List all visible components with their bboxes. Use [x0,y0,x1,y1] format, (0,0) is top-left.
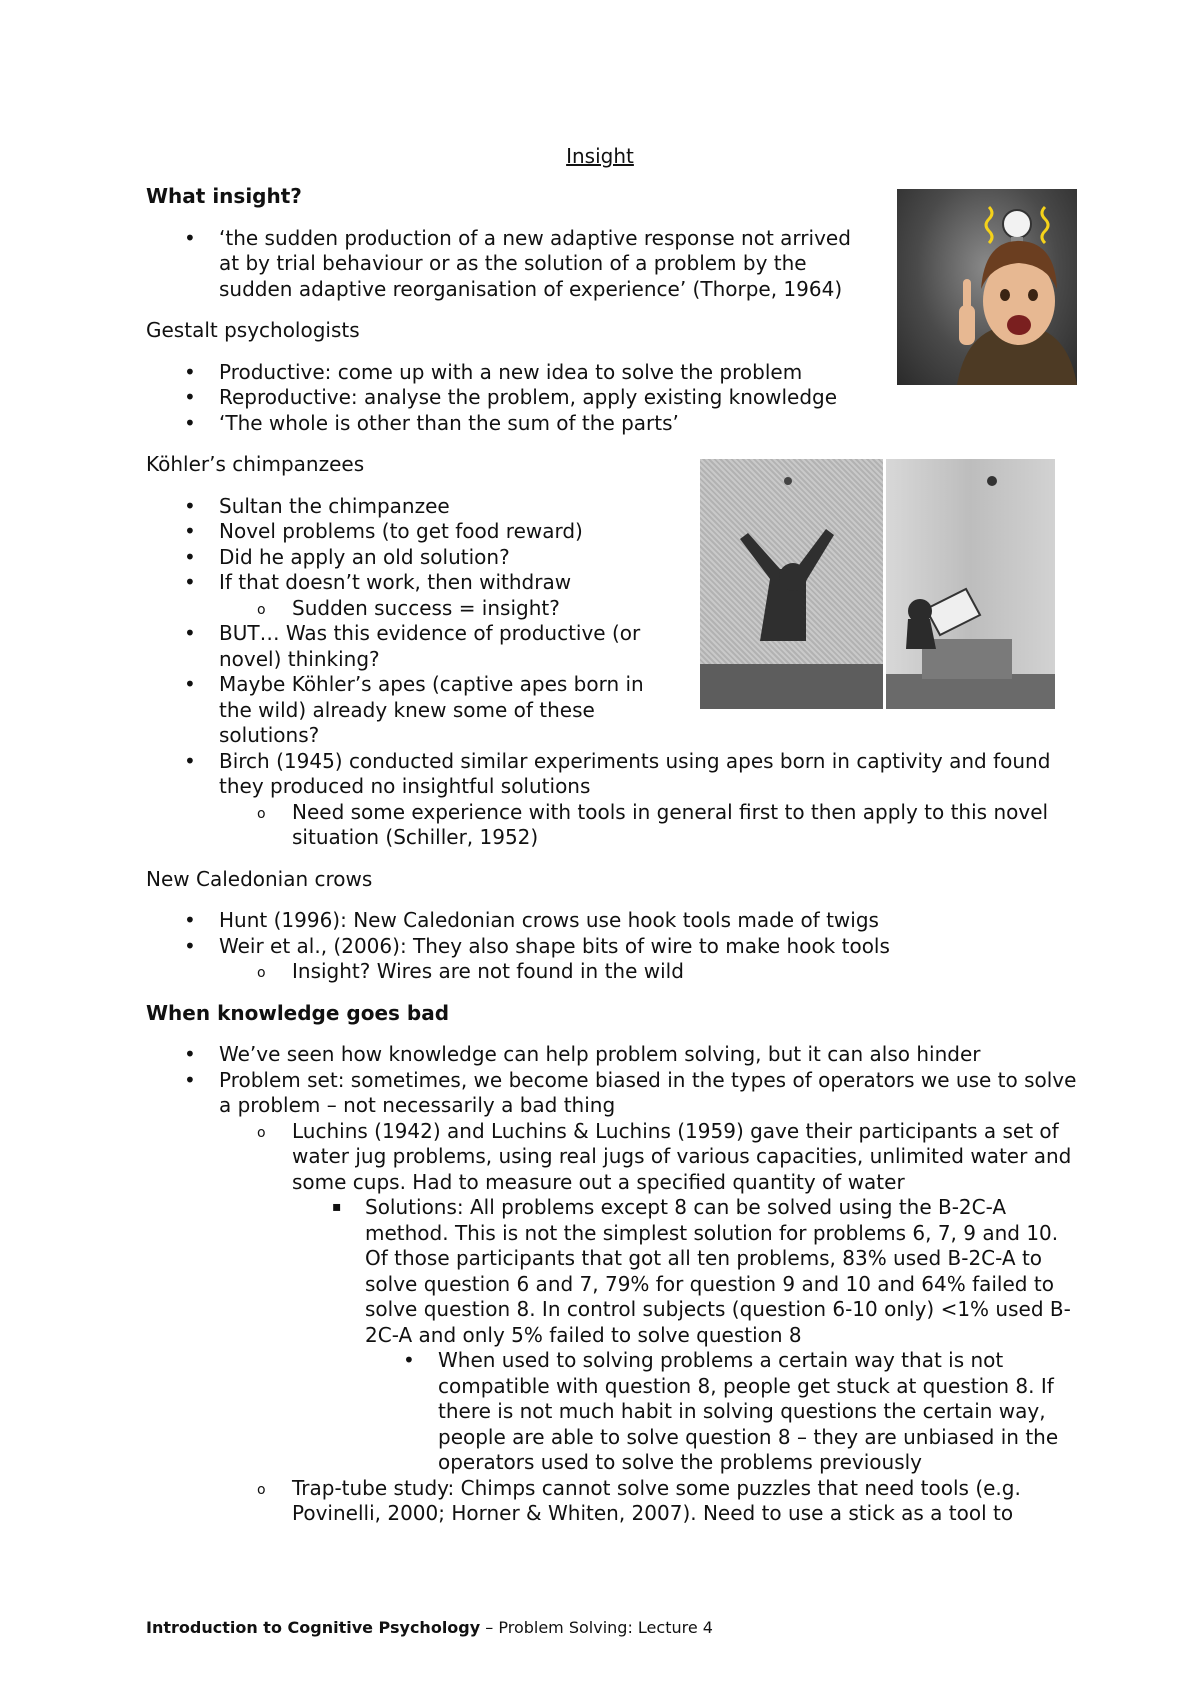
list-item: • Maybe Köhler’s apes (captive apes born in the wild) already knew some of these solutions? [146,672,666,749]
sub-list-item [219,1119,1086,1476]
sub-list [219,1119,1086,1527]
knowledge-bad-list [146,1042,1086,1527]
sub-list-item: o Insight? Wires are not found in the wild [219,959,1086,985]
list-item: • Hunt (1996): New Caledonian crows use hook tools made of twigs [146,908,1086,934]
crows-list [146,908,1086,985]
page-footer [146,1618,713,1637]
list-item [146,934,1086,985]
document-body [146,184,1086,1543]
list-item-text: If that doesn’t work, then withdraw [219,570,572,594]
list-item [146,1068,1086,1527]
list-item: • Did he apply an old solution? [146,545,666,571]
list-item: • Novel problems (to get food reward) [146,519,666,545]
kohler-list [146,494,666,749]
list-item: • ‘The whole is other than the sum of the parts’ [146,411,1086,437]
list-item: • Reproductive: analyse the problem, apply existing knowledge [146,385,1086,411]
section-heading-kohler: Köhler’s chimpanzees [146,452,365,476]
footer-course-title: Introduction to Cognitive Psychology [146,1618,481,1637]
sub-list-item: o Need some experience with tools in general first to then apply to this novel situation (Schiller, 1952) [219,800,1086,851]
sub-list-item: o Sudden success = insight? [219,596,666,622]
sub-sub-list [292,1195,1086,1476]
list-item-text: Problem set: sometimes, we become biased in the types of operators we use to solve a problem – not necessarily a bad thing [219,1067,1077,1117]
list-item: • BUT… Was this evidence of productive (or novel) thinking? [146,621,666,672]
list-item-text: Weir et al., (2006): They also shape bits of wire to make hook tools [219,933,890,958]
sub-sub-sub-list-item: • When used to solving problems a certain way that is not compatible with question 8, people get stuck at question 8. If there is not much habit in solving questions the certain way, people are able to solve question 8 – they are unbiased in the operators used to solve the problems previously [365,1348,1086,1476]
sub-list [219,596,666,622]
list-item: • Productive: come up with a new idea to solve the problem [146,360,1086,386]
footer-lecture: – Problem Solving: Lecture 4 [480,1618,713,1637]
sub-list-item: o Trap-tube study: Chimps cannot solve some puzzles that need tools (e.g. Povinelli, 2000; Horner & Whiten, 2007). Need to use a stick as a tool to [219,1476,1086,1527]
sub-list [219,959,1086,985]
list-item [146,570,666,621]
section-heading-gestalt: Gestalt psychologists [146,318,360,342]
section-heading-knowledge-bad: When knowledge goes bad [146,1000,450,1025]
sub-sub-list-item-text: Solutions: All problems except 8 can be solved using the B-2C-A method. This is not the simplest solution for problems 6, 7, 9 and 10. Of those participants that got all ten problems, 83% used B-2C-A to solve question 6 and 7, 79% for question 9 and 10 and 64% failed to solve question 8. In control subjects (question 6-10 only) <1% used B-2C-A and only 5% failed to solve question 8 [365,1195,1071,1347]
sub-sub-sub-list [365,1348,1086,1476]
sub-list-item-text: Luchins (1942) and Luchins & Luchins (1959) gave their participants a set of water jug problems, using real jugs of various capacities, unlimited water and some cups. Had to measure out a specified quantity of water [292,1118,1072,1194]
sub-list [219,800,1086,851]
page-title: Insight [566,144,634,168]
what-insight-list [146,226,866,303]
section-heading-crows: New Caledonian crows [146,866,373,891]
section-heading-what-insight: What insight? [146,184,302,208]
sub-sub-list-item [292,1195,1086,1476]
kohler-list-continued [146,749,1086,851]
list-item: • We’ve seen how knowledge can help problem solving, but it can also hinder [146,1042,1086,1068]
list-item [146,749,1086,851]
list-item-text: Birch (1945) conducted similar experiments using apes born in captivity and found they produced no insightful solutions [219,748,1051,798]
list-item: • ‘the sudden production of a new adaptive response not arrived at by trial behaviour or as the solution of a problem by the sudden adaptive reorganisation of experience’ (Thorpe, 1964) [146,226,866,303]
list-item: • Sultan the chimpanzee [146,494,666,520]
gestalt-list [146,360,1086,437]
